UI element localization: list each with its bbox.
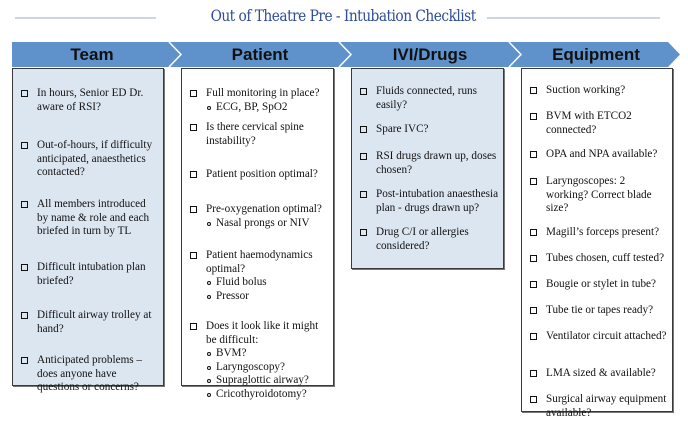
checkbox-icon[interactable] [530, 113, 537, 120]
header-step-ivi-drugs: IVI/Drugs [392, 45, 468, 64]
checkbox-icon[interactable] [360, 88, 367, 95]
page-title: Out of Theatre Pre - Intubation Checklist [210, 6, 476, 25]
checkbox-icon[interactable] [530, 370, 537, 377]
sub-bullet: Cricothyroidotomy? [206, 388, 329, 402]
checkbox-icon[interactable] [530, 307, 537, 314]
checkbox-icon[interactable] [530, 87, 537, 94]
checkbox-icon[interactable] [190, 171, 197, 178]
checkbox-icon[interactable] [530, 255, 537, 262]
ivi-drugs-checklist-box: Fluids connected, runs easily? Spare IVC? RSI drugs drawn up, doses chosen? Post-intubation anaesthesia plan - drugs drawn up? Drug C/I or allergies considered? [351, 68, 504, 269]
checkbox-icon[interactable] [190, 124, 197, 131]
sub-bullet: BVM? [206, 347, 329, 361]
header-step-patient: Patient [231, 45, 289, 64]
process-header-bar [12, 42, 680, 67]
checkbox-icon[interactable] [530, 333, 537, 340]
checkbox-icon[interactable] [530, 229, 537, 236]
patient-checklist-box: Full monitoring in place? ECG, BP, SpO2 Is there cervical spine instability? Patient position optimal? Pre-oxygenation optimal? Nasal prongs or NIV Patient haemodynamics optimal? Fluid bolus Pressor Does it look like it might be difficult: BVM? Laryngoscopy? Supraglottic airway? Cricothyroidotomy? [181, 68, 334, 386]
sub-bullet: Supraglottic airway? [206, 374, 329, 388]
checkbox-icon[interactable] [530, 281, 537, 288]
checkbox-icon[interactable] [360, 153, 367, 160]
checkbox-icon[interactable] [21, 142, 28, 149]
title-rule-right [487, 17, 660, 19]
checkbox-icon[interactable] [190, 206, 197, 213]
checkbox-icon[interactable] [21, 90, 28, 97]
checkbox-icon[interactable] [360, 191, 367, 198]
sub-bullet: Fluid bolus [206, 276, 329, 290]
title-row [0, 0, 688, 36]
checkbox-icon[interactable] [190, 323, 197, 330]
checkbox-icon[interactable] [21, 312, 28, 319]
sub-bullet: Laryngoscopy? [206, 361, 329, 375]
checkbox-icon[interactable] [190, 252, 197, 259]
checkbox-icon[interactable] [530, 396, 537, 403]
sub-bullet: ECG, BP, SpO2 [206, 101, 329, 115]
checkbox-icon[interactable] [530, 178, 537, 185]
equipment-checklist-box: Suction working? BVM with ETCO2 connected? OPA and NPA available? Laryngoscopes: 2 working? Correct blade size? Magill’s forceps present? Tubes chosen, cuff tested? Bougie or stylet in tube? Tube tie or tapes ready? Ventilator circuit attached? LMA sized & available? Surgical airway equipment available? [521, 68, 673, 412]
header-step-team: Team [70, 45, 114, 64]
checkbox-icon[interactable] [360, 229, 367, 236]
team-checklist-box: In hours, Senior ED Dr. aware of RSI? Out-of-hours, if difficulty anticipated, anaesthetics contacted? All members introduced by name & role and each briefed in turn by TL Difficult intubation plan briefed? Difficult airway trolley at hand? Anticipated problems – does anyone have questions or concerns? [12, 68, 164, 386]
checkbox-icon[interactable] [360, 126, 367, 133]
sub-bullet: Pressor [206, 290, 329, 304]
checkbox-icon[interactable] [530, 151, 537, 158]
sub-bullet: Nasal prongs or NIV [206, 217, 329, 231]
header-step-equipment: Equipment [552, 45, 640, 64]
checkbox-icon[interactable] [190, 90, 197, 97]
checkbox-icon[interactable] [21, 201, 28, 208]
checkbox-icon[interactable] [21, 264, 28, 271]
checkbox-icon[interactable] [21, 357, 28, 364]
